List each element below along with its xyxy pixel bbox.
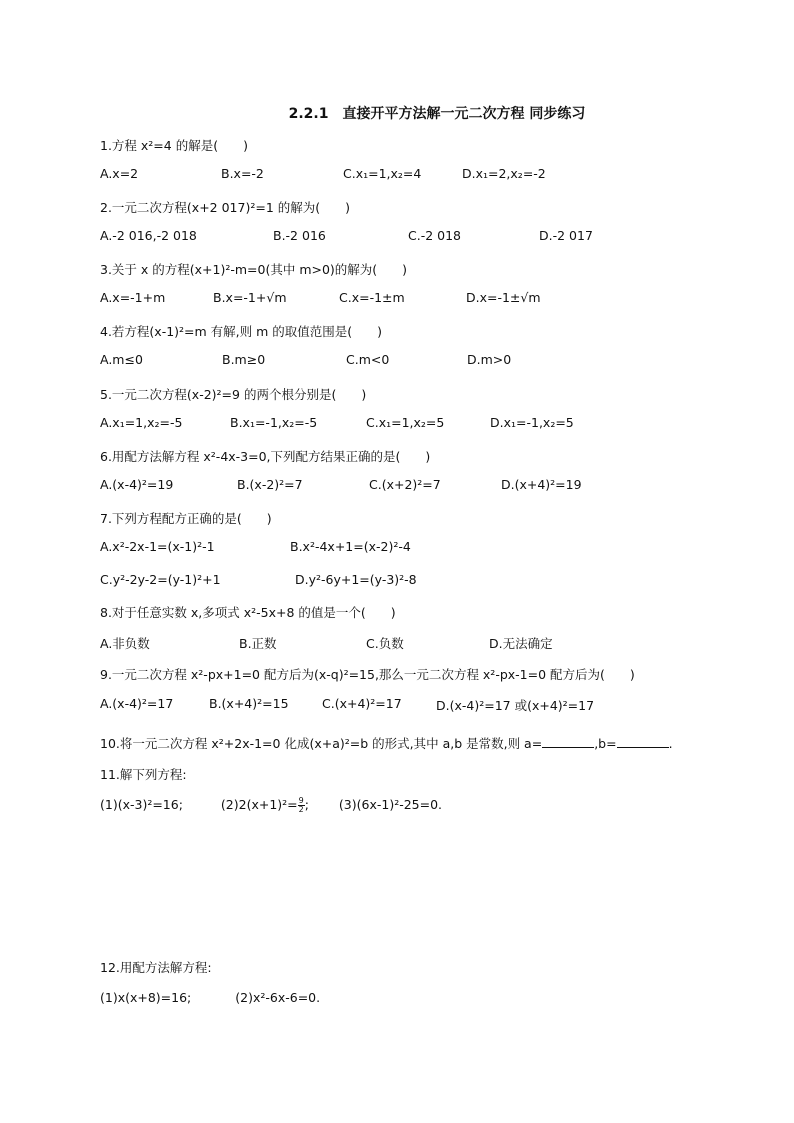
option-a[interactable]: A.x=-1+m <box>100 290 166 305</box>
option-b[interactable]: B.-2 016 <box>273 228 326 243</box>
option-c[interactable]: C.负数 <box>366 636 404 651</box>
option-d[interactable]: D.x₁=2,x₂=-2 <box>462 166 546 181</box>
option-c[interactable]: C.y²-2y-2=(y-1)²+1 <box>100 572 221 587</box>
option-a[interactable]: A.非负数 <box>100 636 150 651</box>
option-d[interactable]: D.无法确定 <box>489 636 553 651</box>
question-4-stem: 4.若方程(x-1)²=m 有解,则 m 的取值范围是( ) <box>100 324 383 339</box>
option-d[interactable]: D.y²-6y+1=(y-3)²-8 <box>295 572 417 587</box>
option-a[interactable]: A.(x-4)²=19 <box>100 477 174 492</box>
option-c[interactable]: C.x₁=1,x₂=5 <box>366 415 445 430</box>
question-12-parts <box>100 990 320 1005</box>
option-a[interactable]: A.-2 016,-2 018 <box>100 228 197 243</box>
answer-blank-a[interactable] <box>542 737 594 748</box>
question-9-stem: 9.一元二次方程 x²-px+1=0 配方后为(x-q)²=15,那么一元二次方程 x²-px-1=0 配方后为( ) <box>100 667 635 682</box>
option-b[interactable]: B.正数 <box>239 636 277 651</box>
option-c[interactable]: C.(x+4)²=17 <box>322 696 402 711</box>
option-d[interactable]: D.(x-4)²=17 或(x+4)²=17 <box>436 698 595 713</box>
question-12-stem: 12.用配方法解方程: <box>100 960 212 975</box>
option-c[interactable]: C.x₁=1,x₂=4 <box>343 166 422 181</box>
question-6-stem: 6.用配方法解方程 x²-4x-3=0,下列配方结果正确的是( ) <box>100 449 431 464</box>
option-b[interactable]: B.(x+4)²=15 <box>209 696 289 711</box>
option-d[interactable]: D.x₁=-1,x₂=5 <box>490 415 574 430</box>
option-d[interactable]: D.x=-1±√m <box>466 290 541 305</box>
option-a[interactable]: A.x²-2x-1=(x-1)²-1 <box>100 539 215 554</box>
option-b[interactable]: B.(x-2)²=7 <box>237 477 303 492</box>
answer-blank-b[interactable] <box>617 737 669 748</box>
option-c[interactable]: C.-2 018 <box>408 228 461 243</box>
q12-part-1: (1)x(x+8)=16; <box>100 990 192 1005</box>
option-b[interactable]: B.x²-4x+1=(x-2)²-4 <box>290 539 411 554</box>
q11-part-1: (1)(x-3)²=16; <box>100 797 183 812</box>
question-2-stem: 2.一元二次方程(x+2 017)²=1 的解为( ) <box>100 200 351 215</box>
option-b[interactable]: B.x=-1+√m <box>213 290 287 305</box>
question-3-stem: 3.关于 x 的方程(x+1)²-m=0(其中 m>0)的解为( ) <box>100 262 408 277</box>
q12-part-2: (2)x²-6x-6=0. <box>235 990 321 1005</box>
q11-part-2: (2)2(x+1)²= <box>220 797 298 812</box>
option-b[interactable]: B.x₁=-1,x₂=-5 <box>230 415 318 430</box>
option-a[interactable]: A.m≤0 <box>100 352 143 367</box>
option-a[interactable]: A.x=2 <box>100 166 139 181</box>
option-c[interactable]: C.x=-1±m <box>339 290 405 305</box>
question-11-parts: (1)(x-3)²=16; (2)2(x+1)²= $\frac{9}{2}$ ; (3)(6x-1)²-25=0. <box>100 796 443 814</box>
option-d[interactable]: D.(x+4)²=19 <box>501 477 582 492</box>
question-10 <box>100 734 673 752</box>
option-d[interactable]: D.m>0 <box>467 352 512 367</box>
q10-stem: 10.将一元二次方程 x²+2x-1=0 化成(x+a)²=b 的形式,其中 a,b 是常数,则 a= <box>100 736 543 751</box>
option-c[interactable]: C.(x+2)²=7 <box>369 477 441 492</box>
question-7-stem: 7.下列方程配方正确的是( ) <box>100 511 272 526</box>
q11-part-3: (3)(6x-1)²-25=0. <box>338 797 443 812</box>
option-b[interactable]: B.x=-2 <box>221 166 264 181</box>
q10-end: . <box>668 736 673 751</box>
question-5-stem: 5.一元二次方程(x-2)²=9 的两个根分别是( ) <box>100 387 367 402</box>
question-8-stem: 8.对于任意实数 x,多项式 x²-5x+8 的值是一个( ) <box>100 605 396 620</box>
option-a[interactable]: A.x₁=1,x₂=-5 <box>100 415 183 430</box>
option-b[interactable]: B.m≥0 <box>222 352 266 367</box>
option-a[interactable]: A.(x-4)²=17 <box>100 696 174 711</box>
question-1-stem: 1.方程 x²=4 的解是( ) <box>100 138 248 153</box>
q10-mid: ,b= <box>594 736 617 751</box>
option-c[interactable]: C.m<0 <box>346 352 390 367</box>
option-d[interactable]: D.-2 017 <box>539 228 593 243</box>
fraction: $\frac{9}{2}$ <box>298 796 304 814</box>
question-11-stem: 11.解下列方程: <box>100 767 187 782</box>
page-title: 2.2.1 直接开平方法解一元二次方程 同步练习 <box>288 106 586 122</box>
